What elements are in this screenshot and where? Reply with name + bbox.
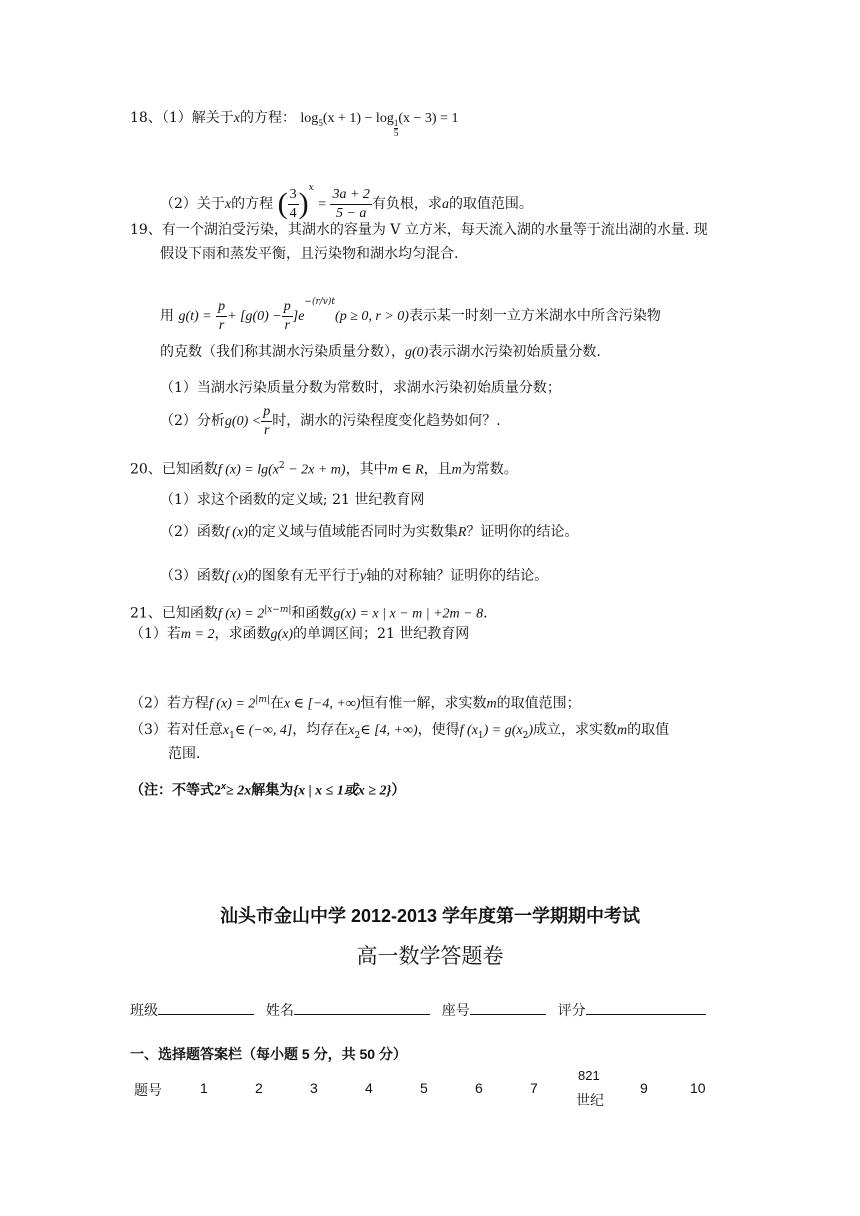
seat-field[interactable] [470,1000,546,1015]
q21-sub1: （1）若m = 2，求函数g(x)的单调区间；21 世纪教育网 [130,626,470,642]
row-label: 题号 [134,1082,162,1098]
q18-equation: $\log_5(x + 1) - \log$ $\frac{1}{5}$ (x − 3) = 1 [300,111,459,138]
col-8-top: 821 [578,1068,600,1083]
seat-label: 座号 [441,1002,470,1018]
student-info-row [130,1000,706,1020]
q21-sub2: （2）若方程f $(x) = 2^{|m|}$在x ∈ [−4, +∞)恒有惟一解，求实数m的取值范围； [130,695,581,712]
section-choice-header: 一、选择题答案栏（每小题 5 分，共 50 分） [130,1046,407,1062]
q21-sub3-line2: 范围. [168,746,201,762]
q19-sub2: （2）分析g(0) < $\frac{p}{r}$ 时，湖水的污染程度变化趋势如何？. [160,403,501,438]
col-10: 10 [690,1080,706,1096]
col-3: 3 [310,1080,318,1096]
answer-sheet-subtitle: 高一数学答题卷 [356,944,504,968]
col-4: 4 [365,1080,373,1096]
fraction-rhs: $\frac{3a + 2}{5 - a}$ [332,186,370,221]
q21-stem: 21、已知函数f $(x) = 2^{|x-m|}$和函数g(x) = x | x − m | +2m − 8. [130,605,488,622]
col-5: 5 [420,1080,428,1096]
col-9: 9 [640,1080,648,1096]
q18-part1: 18、（1）解关于x的方程： $\log_5(x + 1) - \log$ $\frac{1}{5}$ (x − 3) = 1 [130,110,459,138]
q18-part2: （2）关于x的方程 ( $\frac{3}{4}$ )$^x$ = $\frac{3a + 2}{5 - a}$ 有负根，求a的取值范围。 [160,183,533,221]
q20-stem: 20、已知函数f $(x) = \lg(x^2 - 2x + m)$，其中m ∈ R，且m为常数。 [130,461,518,478]
col-2: 2 [255,1080,263,1096]
class-field[interactable] [158,1000,254,1015]
name-field[interactable] [294,1000,430,1015]
name-label: 姓名 [265,1002,294,1018]
answer-sheet-title: 汕头市金山中学 2012-2013 学年度第一学期期中考试 [219,906,641,926]
col-7: 7 [530,1080,538,1096]
q19-sub1: （1）当湖水污染质量分数为常数时，求湖水污染初始质量分数； [160,380,561,396]
log-base-fraction: $\frac{1}{5}$ [393,118,399,138]
class-label: 班级 [130,1002,158,1018]
col-1: 1 [200,1080,208,1096]
fraction-3-4: $\frac{3}{4}$ [289,186,297,221]
col-6: 6 [475,1080,483,1096]
score-label: 评分 [557,1002,586,1018]
q19-formula: 用 g(t) = $\frac{p}{r}$ + [g(0) − $\frac{p}{r}$ ]$e^{-(r/v)t}(p \ge 0$, r > 0)表示某一时刻一立方米湖水中所含污染物 [160,297,661,333]
q21-sub3: （3）若对任意$x_1\in$ (−∞, 4]，均存在$x_2\in$ [4, +∞)，使得f $(x_1) = g(x_2)$成立，求实数m的取值 [130,722,670,741]
col-8-bottom: 世纪 [576,1092,604,1108]
q20-sub1: （1）求这个函数的定义域; 21 世纪教育网 [160,492,425,508]
q21-note: （注：不等式$2^x\ge 2x$解集为{x | x ≤ 1或x ≥ 2}） [130,781,406,799]
q19-stem-line2: 假设下雨和蒸发平衡，且污染物和湖水均匀混合. [160,246,459,262]
q19-stem-line1: 19、有一个湖泊受污染，其湖水的容量为 V 立方米，每天流入湖的水量等于流出湖的水量. 现 [130,222,708,238]
score-field[interactable] [586,1000,706,1015]
q19-stem-line4: 的克数（我们称其湖水污染质量分数），g(0)表示湖水污染初始质量分数. [160,344,601,360]
q20-sub2: （2）函数f (x)的定义域与值域能否同时为实数集R？证明你的结论。 [160,524,579,540]
q20-sub3: （3）函数f (x)的图象有无平行于y轴的对称轴？证明你的结论。 [160,568,549,584]
